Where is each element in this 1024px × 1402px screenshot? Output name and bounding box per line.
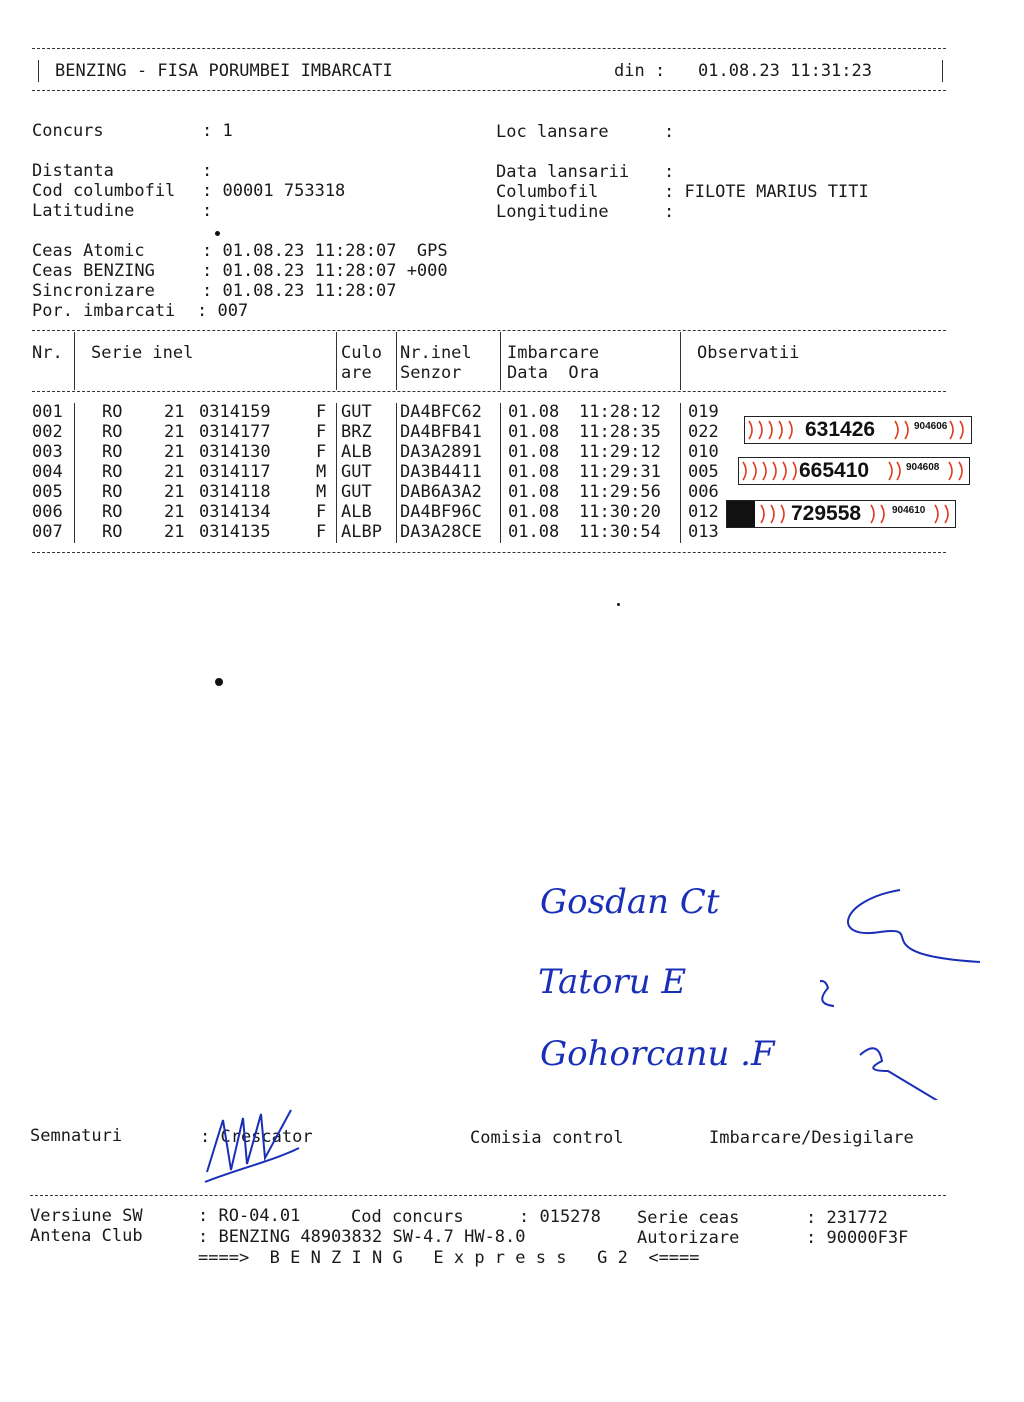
row-nr: 005 xyxy=(32,482,63,502)
sticker-code: 904608 xyxy=(906,462,940,473)
versiune-sw-label: Versiune SW xyxy=(30,1206,143,1226)
distanta-label: Distanta xyxy=(32,161,114,181)
header-serie-inel: Serie inel xyxy=(91,343,194,363)
por-imbarcati-value: : 007 xyxy=(197,301,249,321)
row-country: RO xyxy=(102,502,123,522)
handwritten-name-3: Gohorcanu .F xyxy=(540,1034,775,1074)
row-country: RO xyxy=(102,402,123,422)
row-ring-number: 0314159 xyxy=(199,402,271,422)
row-divider xyxy=(336,403,337,423)
row-sensor: DA4BF96C xyxy=(400,502,482,522)
row-divider xyxy=(74,463,75,483)
row-divider xyxy=(680,503,681,523)
serie-ceas-value: : 231772 xyxy=(806,1208,888,1228)
semnaturi-label: Semnaturi xyxy=(30,1126,123,1146)
row-divider xyxy=(74,483,75,503)
header-bottom-rule xyxy=(32,90,946,91)
row-date: 01.08 xyxy=(508,402,560,422)
antena-club-label: Antena Club xyxy=(30,1226,143,1246)
row-time: 11:28:12 xyxy=(579,402,661,422)
row-sensor: DAB6A3A2 xyxy=(400,482,482,502)
row-divider xyxy=(396,503,397,523)
row-divider xyxy=(336,443,337,463)
row-divider xyxy=(680,423,681,443)
row-nr: 007 xyxy=(32,522,63,542)
row-divider xyxy=(74,503,75,523)
concurs-value: : 1 xyxy=(202,121,233,141)
col-divider-imbarcare xyxy=(680,332,681,390)
row-divider xyxy=(74,523,75,543)
row-divider xyxy=(500,423,501,443)
row-country: RO xyxy=(102,462,123,482)
row-year: 21 xyxy=(164,402,185,422)
header-imbarcare-2: Data Ora xyxy=(507,363,600,383)
row-nr: 004 xyxy=(32,462,63,482)
row-country: RO xyxy=(102,482,123,502)
row-time: 11:29:56 xyxy=(579,482,661,502)
ring-sticker xyxy=(726,500,956,528)
row-divider xyxy=(680,523,681,543)
longitudine-label: Longitudine xyxy=(496,202,609,222)
row-divider xyxy=(500,523,501,543)
row-country: RO xyxy=(102,442,123,462)
loc-lansare-label: Loc lansare xyxy=(496,122,609,142)
row-nr: 003 xyxy=(32,442,63,462)
row-year: 21 xyxy=(164,522,185,542)
latitudine-label: Latitudine xyxy=(32,201,135,221)
row-divider xyxy=(680,483,681,503)
row-color: ALB xyxy=(341,502,372,522)
col-divider-serie xyxy=(336,332,337,390)
cod-concurs-label: Cod concurs xyxy=(351,1207,464,1227)
latitudine-value: : xyxy=(202,201,213,221)
row-country: RO xyxy=(102,522,123,542)
row-observatii: 005 xyxy=(688,462,719,482)
columbofil-value: : FILOTE MARIUS TITI xyxy=(664,182,869,202)
handwritten-name-1: Gosdan Ct xyxy=(540,882,720,922)
row-sensor: DA4BFB41 xyxy=(400,422,482,442)
table-header-rule xyxy=(32,391,946,392)
antena-club-value: : BENZING 48903832 SW-4.7 HW-8.0 xyxy=(198,1227,526,1247)
sticker-code: 904610 xyxy=(892,505,926,516)
row-time: 11:30:20 xyxy=(579,502,661,522)
row-color: GUT xyxy=(341,462,372,482)
header-nr: Nr. xyxy=(32,343,63,363)
row-color: ALB xyxy=(341,442,372,462)
row-ring-number: 0314134 xyxy=(199,502,271,522)
row-divider xyxy=(500,443,501,463)
row-date: 01.08 xyxy=(508,462,560,482)
row-sex: M xyxy=(316,482,327,502)
row-observatii: 022 xyxy=(688,422,719,442)
cod-columbofil-value: : 00001 753318 xyxy=(202,181,346,201)
row-sex: M xyxy=(316,462,327,482)
row-sensor: DA3B4411 xyxy=(400,462,482,482)
header-culoare-2: are xyxy=(341,363,372,383)
table-top-rule xyxy=(32,330,946,331)
col-divider-nr xyxy=(74,332,75,390)
sticker-number: 729558 xyxy=(791,502,862,525)
imbarcare-desigilare-label: Imbarcare/Desigilare xyxy=(709,1128,914,1148)
serie-ceas-label: Serie ceas xyxy=(637,1208,740,1228)
footer-rule xyxy=(30,1195,946,1196)
ring-sticker xyxy=(738,457,970,485)
header-imbarcare-1: Imbarcare xyxy=(507,343,600,363)
row-observatii: 013 xyxy=(688,522,719,542)
row-year: 21 xyxy=(164,422,185,442)
cod-concurs-value: : 015278 xyxy=(519,1207,601,1227)
row-divider xyxy=(396,403,397,423)
row-ring-number: 0314118 xyxy=(199,482,271,502)
handwritten-name-2: Tatoru E xyxy=(538,962,687,1002)
row-year: 21 xyxy=(164,442,185,462)
row-year: 21 xyxy=(164,482,185,502)
row-ring-number: 0314177 xyxy=(199,422,271,442)
row-divider xyxy=(396,523,397,543)
row-sex: F xyxy=(316,502,327,522)
sticker-number: 665410 xyxy=(799,459,870,482)
sincronizare-value: : 01.08.23 11:28:07 xyxy=(202,281,397,301)
row-time: 11:29:31 xyxy=(579,462,661,482)
row-divider xyxy=(336,523,337,543)
row-divider xyxy=(680,463,681,483)
row-sensor: DA4BFC62 xyxy=(400,402,482,422)
row-observatii: 006 xyxy=(688,482,719,502)
row-date: 01.08 xyxy=(508,482,560,502)
ceas-atomic-label: Ceas Atomic xyxy=(32,241,145,261)
ink-speck xyxy=(617,603,620,606)
row-divider xyxy=(336,483,337,503)
row-color: GUT xyxy=(341,482,372,502)
table-bottom-rule xyxy=(32,552,946,553)
row-divider xyxy=(500,503,501,523)
versiune-sw-value: : RO-04.01 xyxy=(198,1206,301,1226)
row-nr: 002 xyxy=(32,422,63,442)
por-imbarcati-label: Por. imbarcati xyxy=(32,301,176,321)
header-top-rule xyxy=(32,48,946,49)
data-lansarii-label: Data lansarii xyxy=(496,162,630,182)
row-date: 01.08 xyxy=(508,522,560,542)
comisia-control-label: Comisia control xyxy=(470,1128,624,1148)
date-label: din : xyxy=(614,61,666,81)
row-divider xyxy=(396,423,397,443)
header-observatii: Observatii xyxy=(697,343,800,363)
autorizare-value: : 90000F3F xyxy=(806,1228,909,1248)
row-divider xyxy=(74,443,75,463)
row-ring-number: 0314135 xyxy=(199,522,271,542)
row-year: 21 xyxy=(164,502,185,522)
data-lansarii-value: : xyxy=(664,162,675,182)
ink-speck xyxy=(215,678,223,686)
row-sex: F xyxy=(316,442,327,462)
row-time: 11:29:12 xyxy=(579,442,661,462)
row-ring-number: 0314117 xyxy=(199,462,271,482)
row-divider xyxy=(500,463,501,483)
row-divider xyxy=(396,463,397,483)
ring-sticker xyxy=(744,416,972,444)
row-nr: 001 xyxy=(32,402,63,422)
row-observatii: 010 xyxy=(688,442,719,462)
cod-columbofil-label: Cod columbofil xyxy=(32,181,176,201)
row-color: ALBP xyxy=(341,522,382,542)
row-divider xyxy=(396,443,397,463)
row-divider xyxy=(336,463,337,483)
row-year: 21 xyxy=(164,462,185,482)
ceas-atomic-value: : 01.08.23 11:28:07 GPS xyxy=(202,241,448,261)
sticker-code: 904606 xyxy=(914,421,948,432)
loc-lansare-value: : xyxy=(664,122,675,142)
row-divider xyxy=(500,483,501,503)
ink-speck xyxy=(215,231,220,236)
row-sex: F xyxy=(316,402,327,422)
benzing-express-banner: ====> B E N Z I N G E x p r e s s G 2 <==== xyxy=(198,1248,700,1268)
row-divider xyxy=(680,443,681,463)
ceas-benzing-value: : 01.08.23 11:28:07 +000 xyxy=(202,261,448,281)
row-sensor: DA3A28CE xyxy=(400,522,482,542)
concurs-label: Concurs xyxy=(32,121,104,141)
row-observatii: 012 xyxy=(688,502,719,522)
row-divider xyxy=(74,423,75,443)
document-title: BENZING - FISA PORUMBEI IMBARCATI xyxy=(55,61,393,81)
row-sex: F xyxy=(316,422,327,442)
header-culoare-1: Culo xyxy=(341,343,382,363)
columbofil-label: Columbofil xyxy=(496,182,599,202)
col-divider-culoare xyxy=(396,332,397,390)
row-divider xyxy=(500,403,501,423)
row-time: 11:30:54 xyxy=(579,522,661,542)
row-date: 01.08 xyxy=(508,422,560,442)
sincronizare-label: Sincronizare xyxy=(32,281,155,301)
col-divider-nrinel xyxy=(500,332,501,390)
header-nrinel-2: Senzor xyxy=(400,363,462,383)
row-date: 01.08 xyxy=(508,442,560,462)
row-observatii: 019 xyxy=(688,402,719,422)
row-divider xyxy=(74,403,75,423)
row-country: RO xyxy=(102,422,123,442)
row-color: BRZ xyxy=(341,422,372,442)
row-sex: F xyxy=(316,522,327,542)
longitudine-value: : xyxy=(664,202,675,222)
date-value: 01.08.23 11:31:23 xyxy=(698,61,872,81)
crescator-label: : Crescator xyxy=(200,1127,313,1147)
row-color: GUT xyxy=(341,402,372,422)
row-divider xyxy=(336,423,337,443)
autorizare-label: Autorizare xyxy=(637,1228,740,1248)
row-ring-number: 0314130 xyxy=(199,442,271,462)
header-left-border xyxy=(38,60,39,82)
ceas-benzing-label: Ceas BENZING xyxy=(32,261,155,281)
row-divider xyxy=(680,403,681,423)
sticker-number: 631426 xyxy=(805,418,876,441)
row-date: 01.08 xyxy=(508,502,560,522)
row-time: 11:28:35 xyxy=(579,422,661,442)
row-divider xyxy=(336,503,337,523)
row-nr: 006 xyxy=(32,502,63,522)
header-nrinel-1: Nr.inel xyxy=(400,343,472,363)
row-sensor: DA3A2891 xyxy=(400,442,482,462)
handwritten-signatures xyxy=(820,870,1000,1100)
header-right-border xyxy=(942,60,943,82)
row-divider xyxy=(396,483,397,503)
signature-scribble xyxy=(195,1100,315,1190)
distanta-value: : xyxy=(202,161,213,181)
